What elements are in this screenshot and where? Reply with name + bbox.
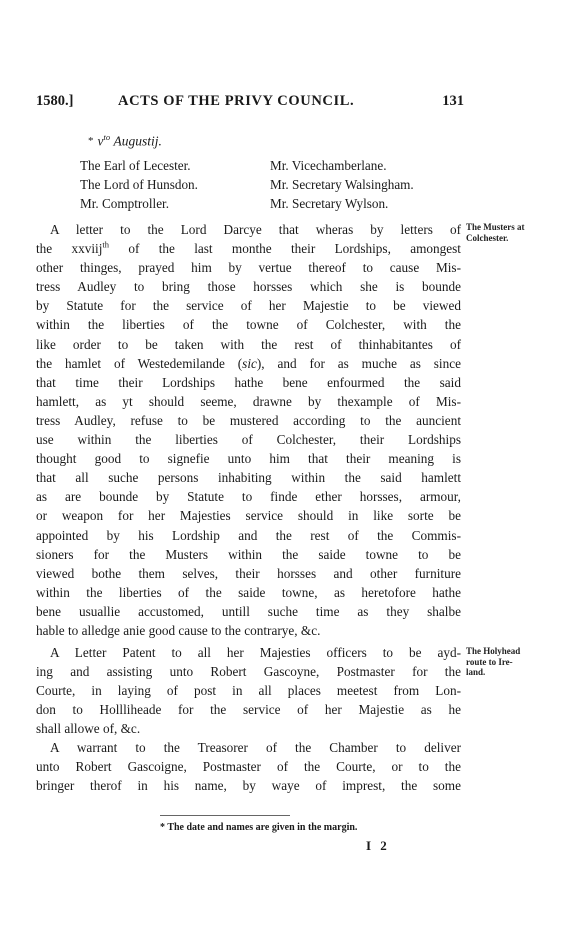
meeting-date	[88, 132, 162, 150]
text-line	[36, 239, 461, 258]
attendee: Mr. Secretary Walsingham.	[270, 177, 414, 193]
paragraph-letter-patent	[36, 643, 461, 738]
text-line: viewed bothe them selves, their horsses and other furniture	[36, 565, 461, 581]
signature-mark: I 2	[366, 838, 390, 853]
attendee: Mr. Comptroller.	[80, 196, 170, 212]
text-line	[36, 354, 461, 373]
text-line: ing and assisting unto Robert Gascoyne, Postmaster for the	[36, 664, 461, 680]
margin-note-holyhead	[466, 646, 556, 678]
text-line: as are bounde by Statute to finde ether horsses, armour,	[36, 489, 461, 505]
text-line: unto Robert Gascoigne, Postmaster of the Courte, or to the	[36, 759, 461, 775]
text-line: appointed by his Lordship and the rest of the Commis-	[36, 527, 461, 543]
date-superscript: to	[103, 132, 111, 142]
text-line: within the liberties of the saide towne, as heretofore hathe	[36, 584, 461, 600]
text-line: tress Audley, refuse to be mustered according to the auncient	[36, 412, 461, 428]
text-line: A Letter Patent to all her Majesties officers to be ayd-	[50, 645, 461, 660]
text-line: sioners for the Musters within the saide towne to be	[36, 546, 461, 562]
attendee-column-right	[270, 156, 414, 214]
margin-note-line: The Holyhead	[466, 646, 521, 656]
running-header	[36, 93, 464, 115]
date-prefix: v	[97, 133, 104, 149]
ordinal-suffix: th	[102, 239, 110, 250]
sic-annotation: sic	[242, 355, 257, 371]
footnote-marker: *	[88, 134, 94, 147]
header-title: ACTS OF THE PRIVY COUNCIL.	[118, 93, 355, 109]
attendee: Mr. Vicechamberlane.	[270, 158, 387, 173]
text-line: don to Hollliheade for the service of her Majestie as he	[36, 702, 461, 718]
text-line: thought good to signefie unto him that their meaning is	[36, 451, 461, 467]
text-line: bringer therof in his name, by waye of imprest, the some	[36, 778, 461, 794]
attendee: The Earl of Lecester.	[80, 158, 191, 173]
text-line: other thinges, prayed him by vertue thereof to cause Mis-	[36, 260, 461, 276]
margin-note-line: The Musters at	[466, 222, 525, 232]
attendee: Mr. Secretary Wylson.	[270, 196, 389, 212]
header-year: 1580.]	[36, 93, 74, 109]
text-fragment: the hamlet of Westedemilande (	[36, 355, 243, 371]
footnote-divider	[160, 815, 290, 816]
text-line: use within the liberties of Colchester, their Lordships	[36, 432, 461, 448]
text-line: or weapon for her Majesties service should in like sorte be	[36, 508, 461, 524]
text-line: hable to alledge anie good cause to the contrarye, &c.	[36, 622, 321, 638]
text-line: hamlett, as yt should seeme, drawne by thexample of Mis-	[36, 393, 461, 409]
margin-note-musters	[466, 222, 556, 243]
attendee: The Lord of Hunsdon.	[80, 177, 198, 193]
text-line: that time their Lordships hathe bene enfourmed the said	[36, 374, 461, 390]
text-line: tress Audley to bring those horsses which she is bounde	[36, 279, 461, 295]
page-number: 131	[442, 93, 464, 109]
footnote: * The date and names are given in the margin.	[160, 822, 358, 833]
text-line: A warrant to the Treasorer of the Chamber to deliver	[50, 740, 461, 755]
attendee-column-left	[80, 156, 198, 214]
paragraph-musters-letter	[36, 220, 461, 640]
text-line: shall allowe of, &c.	[36, 721, 141, 737]
date-month: Augustij.	[113, 133, 162, 149]
text-line: within the liberties of the towne of Colchester, with the	[36, 317, 461, 333]
paragraph-warrant	[36, 738, 461, 795]
margin-note-line: land.	[466, 667, 486, 677]
text-fragment: the xxviij	[36, 241, 103, 257]
text-line: by Statute for the service of her Majestie to be viewed	[36, 298, 461, 314]
margin-note-line: Colchester.	[466, 232, 509, 243]
text-fragment: of the last monthe their Lordships, amongest	[109, 241, 461, 257]
text-line: that all suche persons inhabiting within the said hamlett	[36, 470, 461, 486]
text-line: A letter to the Lord Darcye that wheras by letters of	[50, 222, 461, 237]
margin-note-line: route to Ire-	[466, 656, 513, 667]
text-line: like order to be taken with the rest of thinhabitantes of	[36, 336, 461, 352]
text-line: bene usuallie accustomed, untill suche time as they shalbe	[36, 603, 461, 619]
text-fragment: ), and for as muche as since	[256, 355, 461, 371]
text-line: Courte, in laying of post in all places meetest from Lon-	[36, 683, 461, 699]
